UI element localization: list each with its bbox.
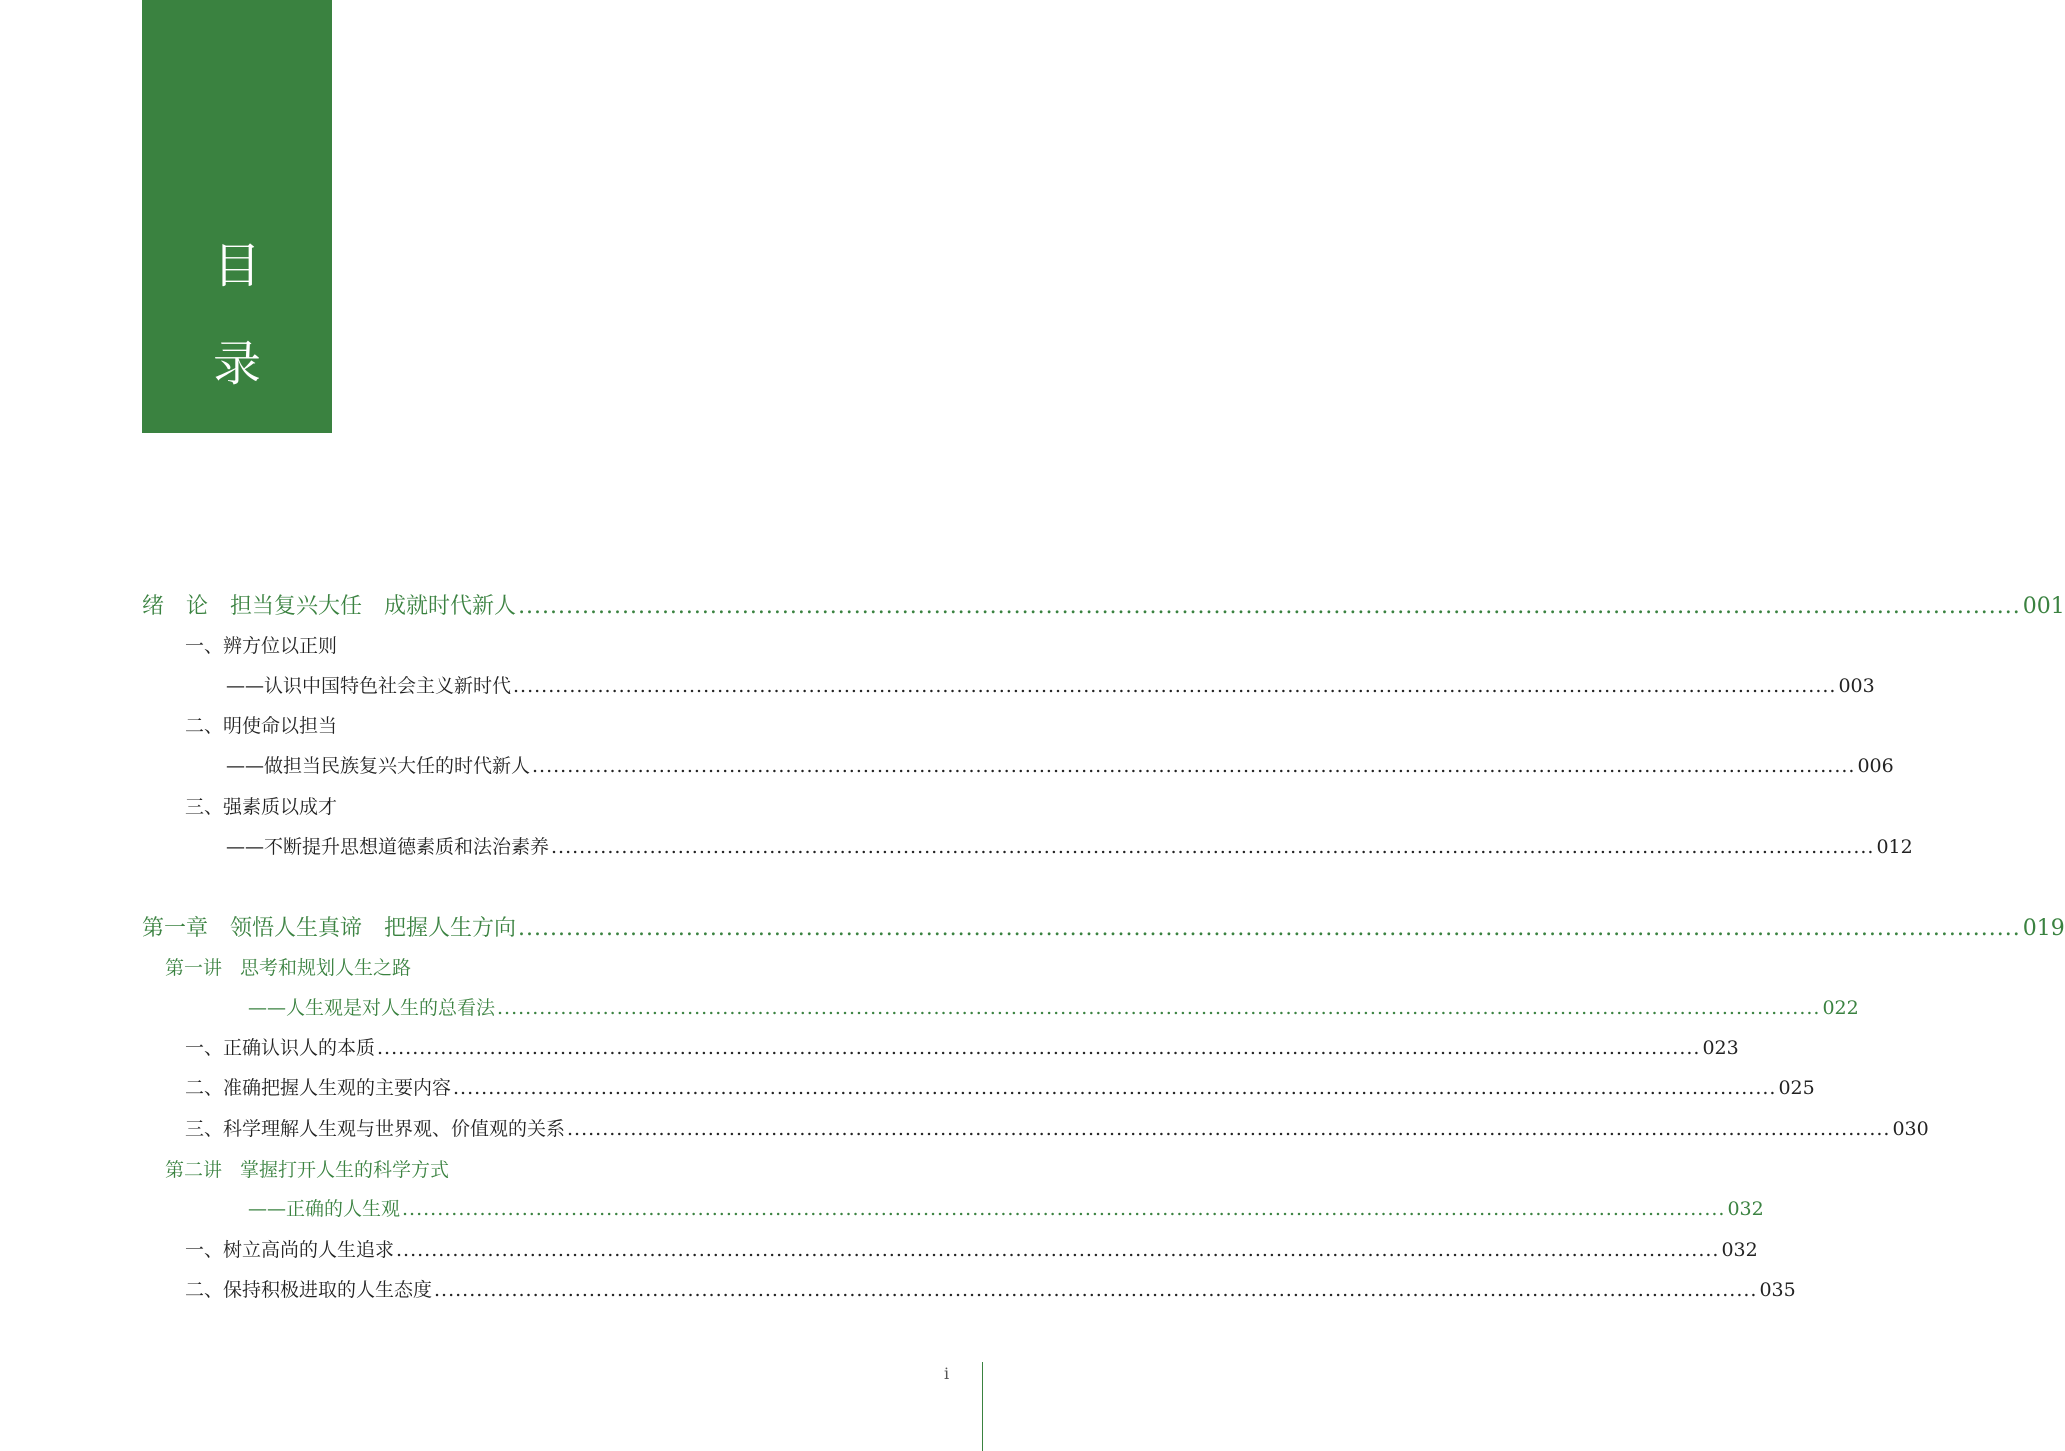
chapter-label: 第一章: [142, 916, 209, 941]
margin-rule: [982, 1362, 983, 1451]
page-ref: 001: [2022, 594, 2065, 619]
banner-char-lu: 录: [212, 336, 261, 392]
toc-chapter-1[interactable]: [142, 911, 2065, 942]
leader-dots: ............................................................................................................................................................................................: [396, 1239, 1720, 1261]
toc-lecture-1[interactable]: [165, 953, 411, 980]
section-subtitle: ——不断提升思想道德素质和法治素养: [226, 836, 550, 858]
toc-section[interactable]: [185, 631, 337, 658]
leader-dots: ............................................................................................................................................................................................: [518, 916, 2021, 941]
page-ref: 032: [1727, 1198, 1764, 1220]
section-title: 三、强素质以成才: [185, 796, 338, 818]
toc-lecture-subtitle[interactable]: [248, 993, 1859, 1020]
page-number: i: [944, 1364, 950, 1383]
leader-dots: ............................................................................................................................................................................................: [532, 755, 1856, 777]
toc-item[interactable]: [185, 1033, 1739, 1060]
toc-section[interactable]: [185, 792, 337, 819]
item-title: 一、树立高尚的人生追求: [185, 1239, 395, 1261]
leader-dots: ............................................................................................................................................................................................: [402, 1198, 1726, 1220]
page-ref: 035: [1759, 1279, 1796, 1301]
item-title: 二、保持积极进取的人生态度: [185, 1279, 433, 1301]
chapter-label: 绪: [142, 594, 165, 619]
toc-lecture-subtitle[interactable]: [248, 1194, 1764, 1221]
title-banner: [142, 0, 332, 433]
toc-item[interactable]: [185, 1114, 1929, 1141]
leader-dots: ............................................................................................................................................................................................: [518, 594, 2021, 619]
page-ref: 012: [1876, 836, 1913, 858]
toc-lecture-2[interactable]: [165, 1155, 449, 1182]
chapter-title: 领悟人生真谛: [230, 916, 363, 941]
chapter-label: 论: [186, 594, 209, 619]
toc-item[interactable]: [185, 1235, 1758, 1262]
lecture-title: 掌握打开人生的科学方式: [240, 1159, 450, 1181]
chapter-title: 成就时代新人: [384, 594, 517, 619]
toc-item[interactable]: [185, 1073, 1815, 1100]
toc-subtitle[interactable]: [226, 751, 1894, 778]
page-ref: 003: [1838, 675, 1875, 697]
lecture-label: 第一讲: [165, 957, 223, 979]
toc-chapter-intro[interactable]: [142, 589, 2065, 620]
leader-dots: ............................................................................................................................................................................................: [453, 1077, 1777, 1099]
banner-char-mu: 目: [212, 238, 261, 294]
page-ref: 025: [1778, 1077, 1815, 1099]
chapter-title: 担当复兴大任: [230, 594, 363, 619]
section-title: 二、明使命以担当: [185, 715, 338, 737]
toc-item[interactable]: [185, 1275, 1796, 1302]
leader-dots: ............................................................................................................................................................................................: [497, 997, 1821, 1019]
item-title: 一、正确认识人的本质: [185, 1037, 376, 1059]
lecture-subtitle: ——正确的人生观: [248, 1198, 401, 1220]
lecture-label: 第二讲: [165, 1159, 223, 1181]
leader-dots: ............................................................................................................................................................................................: [567, 1118, 1891, 1140]
page-ref: 019: [2022, 916, 2065, 941]
section-subtitle: ——做担当民族复兴大任的时代新人: [226, 755, 531, 777]
leader-dots: ............................................................................................................................................................................................: [377, 1037, 1701, 1059]
page-ref: 023: [1702, 1037, 1739, 1059]
leader-dots: ............................................................................................................................................................................................: [551, 836, 1875, 858]
lecture-title: 思考和规划人生之路: [240, 957, 412, 979]
item-title: 三、科学理解人生观与世界观、价值观的关系: [185, 1118, 566, 1140]
page-ref: 032: [1721, 1239, 1758, 1261]
leader-dots: ............................................................................................................................................................................................: [434, 1279, 1758, 1301]
lecture-subtitle: ——人生观是对人生的总看法: [248, 997, 496, 1019]
leader-dots: ............................................................................................................................................................................................: [513, 675, 1837, 697]
page-ref: 006: [1857, 755, 1894, 777]
item-title: 二、准确把握人生观的主要内容: [185, 1077, 452, 1099]
toc-subtitle[interactable]: [226, 832, 1913, 859]
chapter-title: 把握人生方向: [384, 916, 517, 941]
page-ref: 030: [1892, 1118, 1929, 1140]
section-subtitle: ——认识中国特色社会主义新时代: [226, 675, 512, 697]
section-title: 一、辨方位以正则: [185, 635, 338, 657]
toc-section[interactable]: [185, 711, 337, 738]
page-ref: 022: [1822, 997, 1859, 1019]
toc-subtitle[interactable]: [226, 671, 1875, 698]
